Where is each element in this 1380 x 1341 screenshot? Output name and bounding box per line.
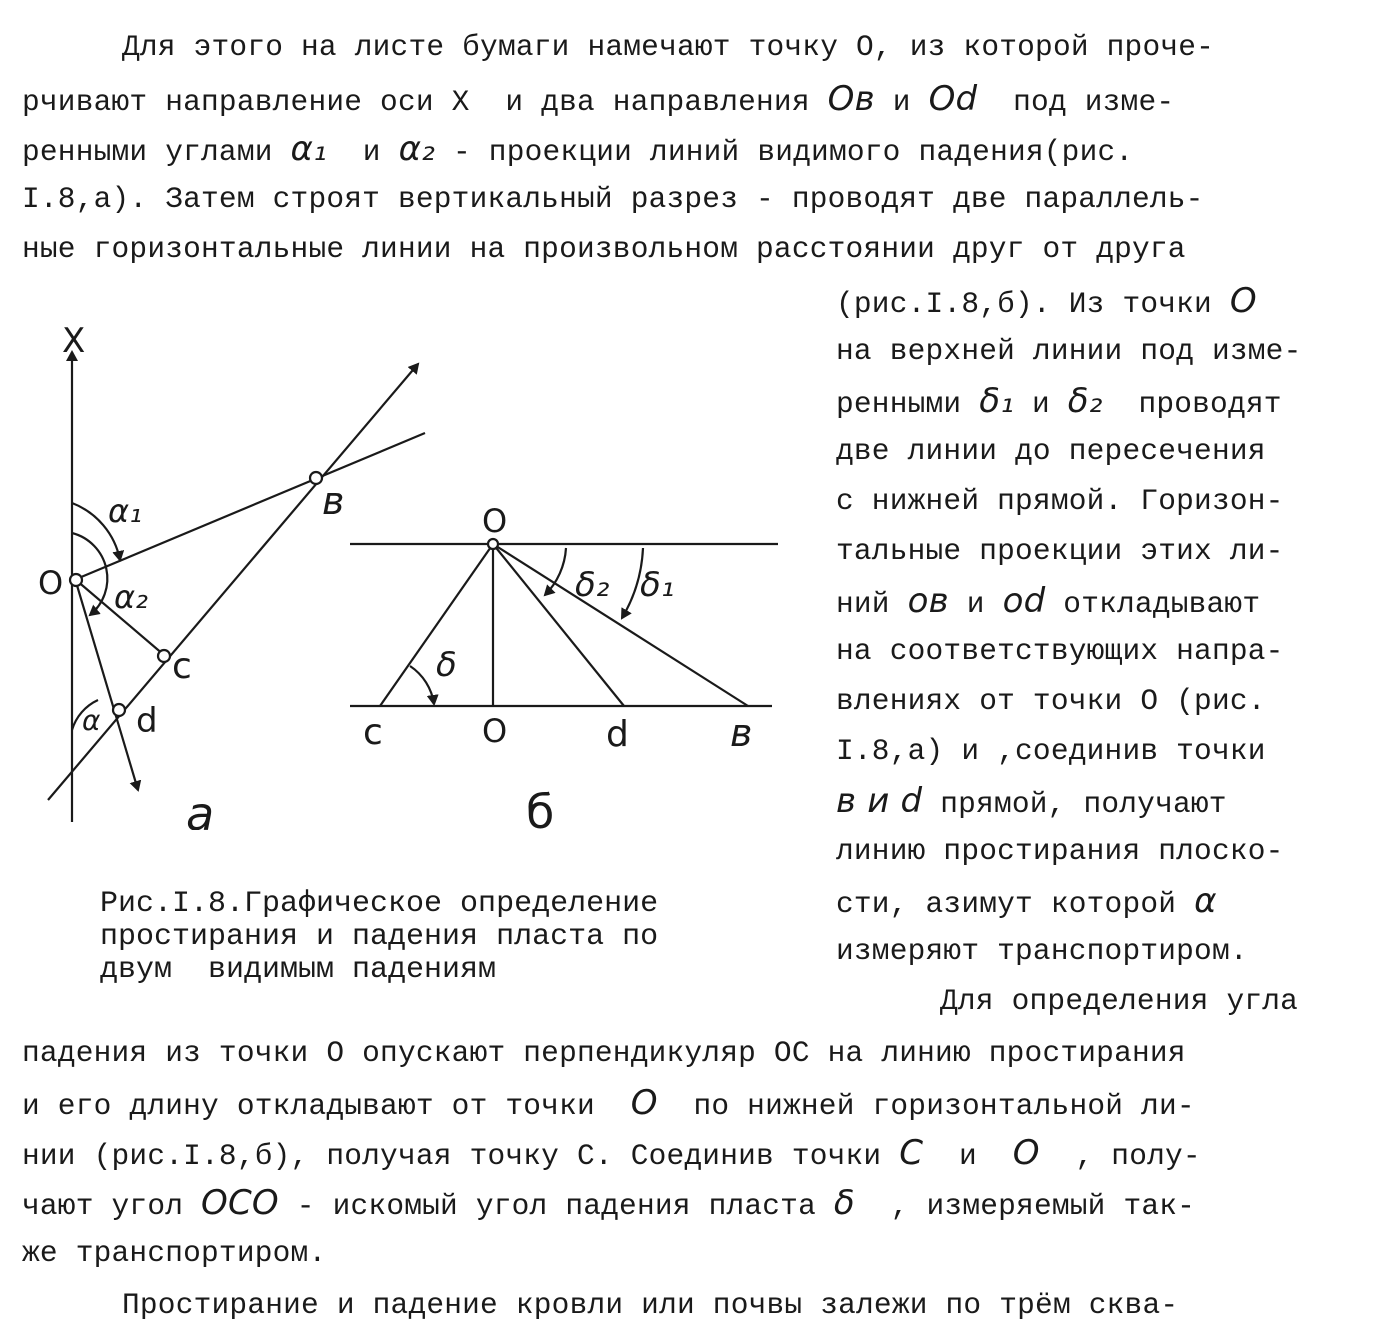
p1-line-3: ренными углами α₁ и α₂ - проекции линий видимого падения(рис. (22, 129, 1134, 169)
side-line-12: линию простирания плоско- (836, 834, 1284, 868)
figure-i8 (0, 290, 830, 830)
label-d-a: d (136, 701, 158, 741)
p1-line-1: Для этого на листе бумаги намечают точку O, из которой проче- (122, 30, 1215, 64)
p2-line-5: же транспортиром. (22, 1236, 327, 1270)
point-o (70, 574, 82, 586)
arc-delta (410, 666, 434, 704)
side-line-10: I.8,а) и ,соединив точки (836, 734, 1266, 768)
side-line-14: измеряют транспортиром. (836, 934, 1248, 968)
side-line-4: две линии до пересечения (836, 434, 1266, 468)
p2-line-2: и его длину откладывают от точки O по нижней горизонтальной ли- (22, 1083, 1195, 1123)
label-o-a: O (38, 564, 64, 602)
point-c (158, 650, 170, 662)
label-delta-b: δ (436, 645, 457, 685)
p3-line-1: Простирание и падение кровли или почвы залежи по трём сква- (122, 1288, 1179, 1322)
side-line-15: Для определения угла (940, 984, 1299, 1018)
figure-caption-line-2: простирания и падения пласта по (100, 920, 659, 954)
symbol-delta1: δ₁ (979, 381, 1015, 421)
side-line-3: ренными δ₁ и δ₂ проводят (836, 381, 1282, 421)
label-sub-a: а (186, 787, 215, 830)
label-alpha1: α₁ (108, 492, 142, 530)
label-sub-b: б (526, 785, 555, 830)
label-delta2: δ₂ (575, 565, 610, 605)
side-line-6: тальные проекции этих ли- (836, 534, 1284, 568)
p1-line-2: рчивают направление оси X и два направления Oв и Od под изме- (22, 79, 1175, 119)
label-d-b: d (606, 714, 629, 755)
symbol-ob: Oв (827, 79, 875, 119)
subfigure-a (38, 321, 425, 830)
label-alpha-a: α (82, 704, 101, 737)
side-line-2: на верхней линии под изме- (836, 334, 1302, 368)
side-line-5: с нижней прямой. Горизон- (836, 484, 1284, 518)
symbol-alpha: α (1194, 881, 1217, 921)
p2-line-1: падения из точки O опускают перпендикуляр OC на линию простирания (22, 1036, 1186, 1070)
point-d (113, 704, 125, 716)
p1-line-4: I.8,а). Затем строят вертикальный разрез - проводят две параллель- (22, 182, 1204, 216)
point-b (310, 472, 322, 484)
label-c-b: c (363, 712, 383, 753)
label-delta1: δ₁ (640, 565, 675, 605)
side-line-8: на соответствующих напра- (836, 634, 1284, 668)
label-b-b: в (730, 711, 753, 755)
line-o-b (493, 544, 748, 706)
label-o-bottom: O (482, 712, 508, 750)
symbol-delta: δ (833, 1183, 855, 1223)
side-line-7: ний oв и od откладывают (836, 581, 1261, 621)
point-o-top (488, 539, 498, 549)
p2-line-3: нии (рис.I.8,б), получая точку С. Соединив точки C и O , полу- (22, 1133, 1201, 1173)
p2-line-4: чают угол OCO - искомый угол падения пласта δ , измеряемый так- (22, 1183, 1196, 1223)
symbol-od: Od (928, 79, 978, 119)
p1-line-5: ные горизонтальные линии на произвольном расстоянии друг от друга (22, 232, 1186, 266)
symbol-delta2: δ₂ (1067, 381, 1103, 421)
label-c-a: c (172, 646, 192, 687)
label-alpha2: α₂ (114, 578, 148, 616)
side-line-13: сти, азимут которой α (836, 881, 1217, 921)
side-line-9: влениях от точки O (рис. (836, 684, 1266, 718)
symbol-oco: OCO (201, 1183, 279, 1223)
symbol-alpha1: α₁ (290, 129, 327, 169)
label-x: X (62, 321, 86, 361)
side-line-11: в и d прямой, получают (836, 781, 1227, 821)
figure-caption-line-3: двум видимым падениям (100, 953, 497, 987)
label-b-a: в (322, 479, 345, 523)
figure-caption-line-1: Рис.I.8.Графическое определение (100, 887, 659, 921)
label-o-top: O (482, 502, 508, 540)
subfigure-b (350, 502, 778, 830)
symbol-alpha2: α₂ (398, 129, 436, 169)
side-line-1: (рис.I.8,б). Из точки O (836, 281, 1257, 321)
